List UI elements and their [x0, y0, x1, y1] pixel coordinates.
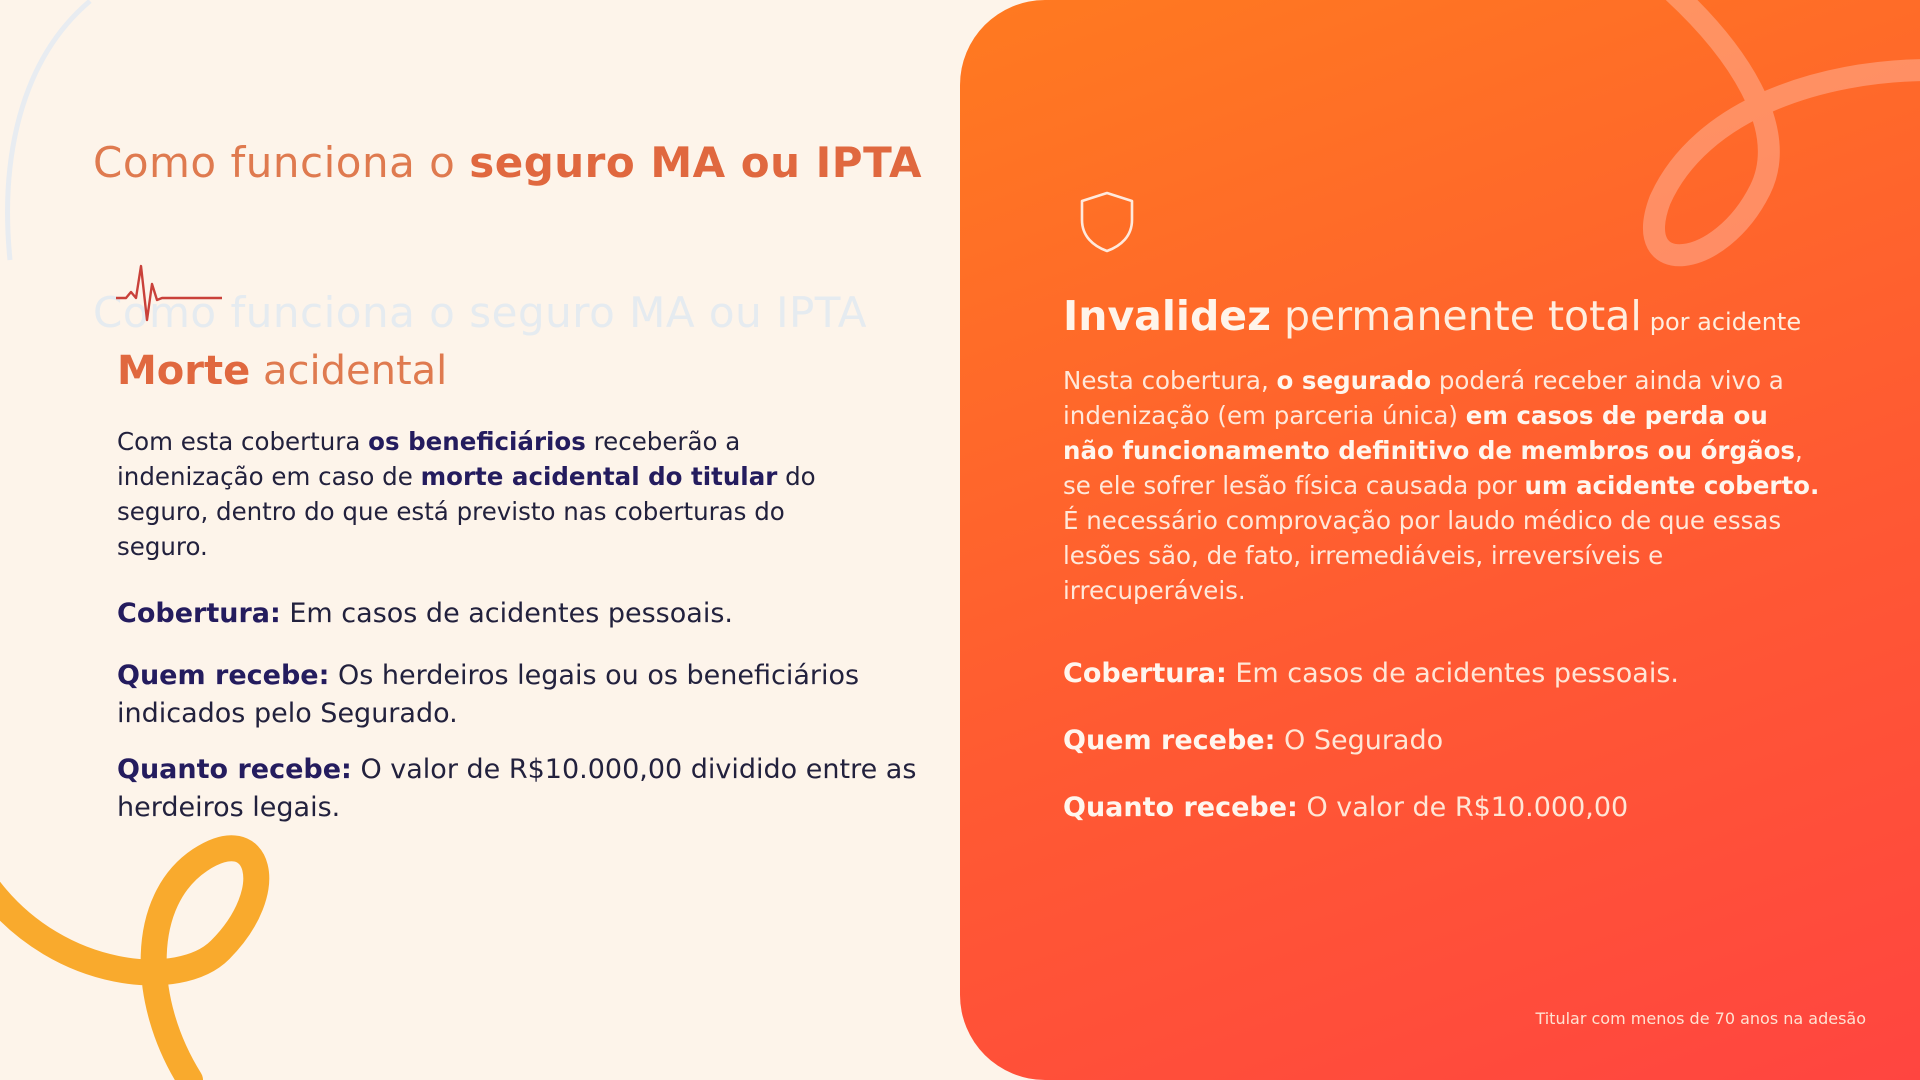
invalidez-desc-text-4: É necessário comprovação por laudo médico de que essas lesões são, de fato, irremediáveis, irreversíveis e irrecuperáveis.	[1063, 506, 1782, 605]
morte-quem-recebe	[117, 657, 937, 733]
morte-desc-bold-2: morte acidental do titular	[420, 462, 778, 491]
morte-title-bold: Morte	[117, 348, 251, 394]
page-title	[93, 138, 922, 187]
morte-cobertura-value: Em casos de acidentes pessoais.	[280, 598, 733, 629]
morte-title	[117, 348, 447, 394]
morte-desc-text-2: receberão a indenização em caso de	[117, 427, 741, 491]
morte-quem-value: Os herdeiros legais ou os beneficiários indicados pelo Segurado.	[117, 660, 860, 729]
invalidez-quem-value: O Segurado	[1275, 725, 1444, 756]
invalidez-desc-text-2: poderá receber ainda vivo a indenização (em parceria única)	[1063, 366, 1784, 430]
page-title-regular: Como funciona o	[93, 138, 456, 187]
invalidez-title-bold: Invalidez	[1063, 292, 1271, 340]
morte-cobertura-label: Cobertura:	[117, 598, 281, 629]
invalidez-quanto-value: O valor de R$10.000,00	[1297, 792, 1629, 823]
invalidez-cobertura-value: Em casos de acidentes pessoais.	[1226, 658, 1679, 689]
invalidez-cobertura	[1063, 655, 1679, 693]
morte-cobertura	[117, 595, 937, 633]
morte-description	[117, 424, 857, 564]
invalidez-desc-text-3: , se ele sofrer lesão física causada por	[1063, 436, 1803, 500]
morte-quanto-label: Quanto recebe:	[117, 754, 352, 785]
invalidez-title-regular: permanente total	[1270, 292, 1642, 340]
invalidez-quem-recebe	[1063, 722, 1443, 760]
invalidez-quem-label: Quem recebe:	[1063, 725, 1276, 756]
morte-quanto-recebe	[117, 751, 937, 827]
morte-quanto-value: O valor de R$10.000,00 dividido entre as herdeiros legais.	[117, 754, 917, 823]
invalidez-desc-bold-3: um acidente coberto.	[1524, 471, 1820, 500]
invalidez-description	[1063, 363, 1823, 608]
morte-desc-bold-1: os beneficiários	[368, 427, 586, 456]
invalidez-quanto-label: Quanto recebe:	[1063, 792, 1298, 823]
morte-quem-label: Quem recebe:	[117, 660, 330, 691]
ghost-title: Como funciona o seguro MA ou IPTA	[93, 288, 867, 337]
invalidez-title-small: por acidente	[1649, 308, 1802, 336]
invalidez-desc-bold-2: em casos de perda ou não funcionamento definitivo de membros ou órgãos	[1063, 401, 1795, 465]
heartbeat-icon	[116, 262, 222, 324]
invalidez-cobertura-label: Cobertura:	[1063, 658, 1227, 689]
shield-icon	[1078, 190, 1136, 254]
morte-title-regular: acidental	[262, 348, 448, 394]
invalidez-quanto-recebe	[1063, 789, 1628, 827]
morte-desc-text-3: do seguro, dentro do que está previsto nas coberturas do seguro.	[117, 462, 816, 561]
invalidez-panel	[960, 0, 1920, 1080]
invalidez-desc-text-1: Nesta cobertura,	[1063, 366, 1277, 395]
footnote: Titular com menos de 70 anos na adesão	[1535, 1009, 1866, 1028]
invalidez-title	[1063, 292, 1801, 340]
morte-desc-text-1: Com esta cobertura	[117, 427, 369, 456]
invalidez-desc-bold-1: o segurado	[1276, 366, 1432, 395]
page-title-bold: seguro MA ou IPTA	[469, 138, 922, 187]
